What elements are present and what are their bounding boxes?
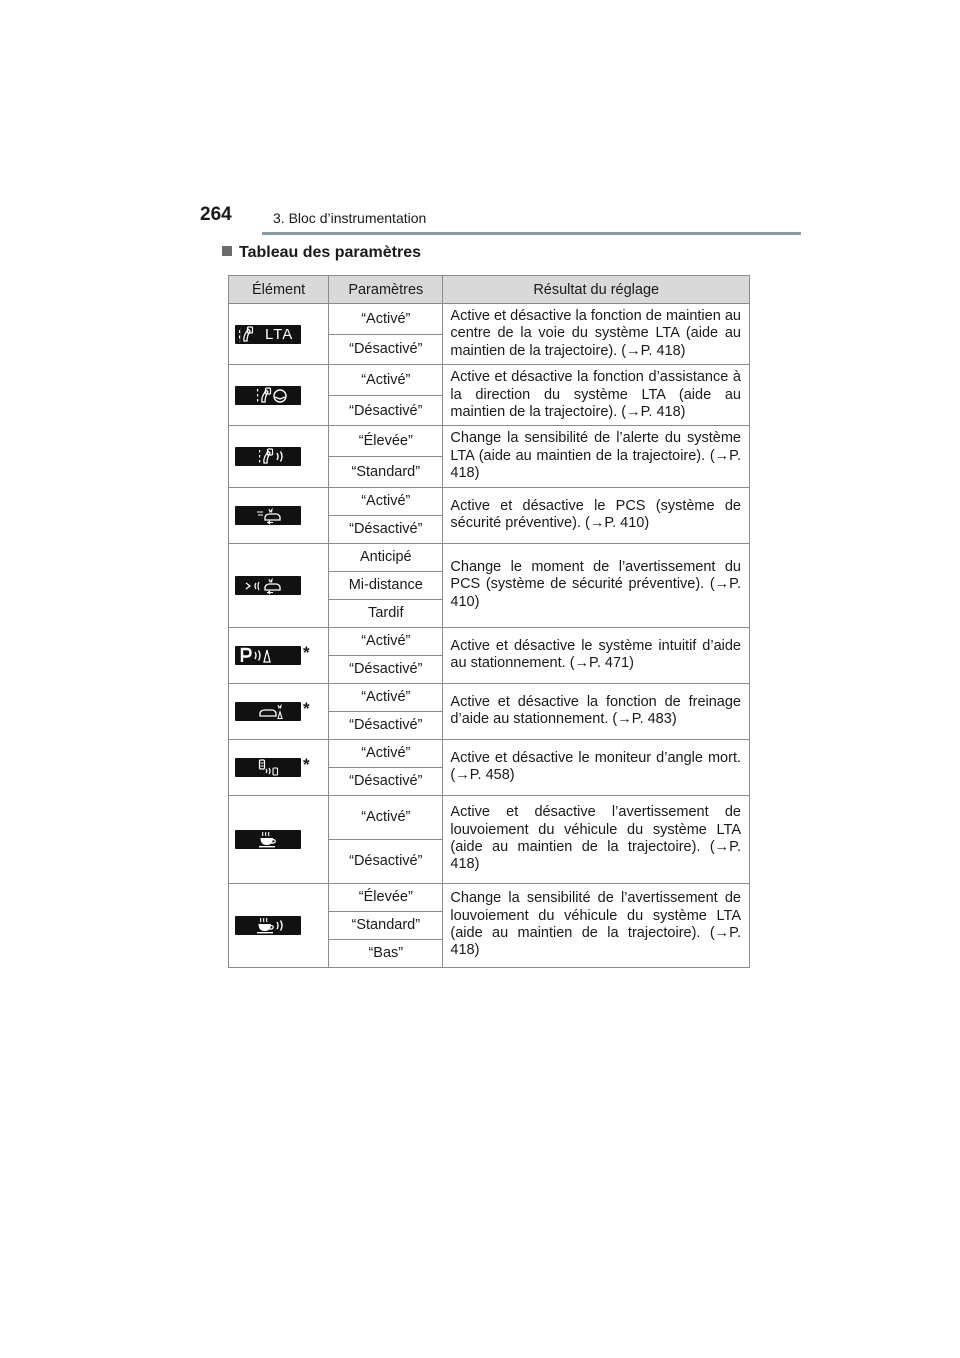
settings-table: [228, 275, 750, 968]
item-cell: [229, 883, 329, 967]
result-cell: Change la sensibilité de l’avertissement de louvoiement du véhicule du système LTA (aide au maintien de la trajectoire). (→P. 418): [443, 883, 750, 967]
section-title: Tableau des paramètres: [239, 244, 422, 261]
param-cell: “Activé”: [329, 795, 443, 839]
chapter-title: 3. Bloc d’instrumentation: [273, 210, 427, 226]
result-cell: Active et désactive la fonction d’assistance à la direction du système LTA (aide au maintien de la trajectoire). (→P. 418): [443, 365, 750, 426]
item-cell: [229, 739, 329, 795]
param-cell: “Désactivé”: [329, 711, 443, 739]
lta-steering-assist-icon: [235, 386, 301, 405]
result-cell: Active et désactive le PCS (système de sécurité préventive). (→P. 410): [443, 487, 750, 543]
param-cell: “Désactivé”: [329, 334, 443, 365]
table-row: [229, 627, 750, 655]
param-cell: “Bas”: [329, 939, 443, 967]
param-cell: “Élevée”: [329, 883, 443, 911]
param-cell: “Activé”: [329, 304, 443, 335]
param-cell: “Élevée”: [329, 426, 443, 457]
param-cell: “Désactivé”: [329, 515, 443, 543]
result-cell: Active et désactive la fonction de maintien au centre de la voie du système LTA (aide au maintien de la trajectoire). (→P. 418): [443, 304, 750, 365]
param-cell: “Activé”: [329, 683, 443, 711]
result-cell: Active et désactive le système intuitif d’aide au stationnement. (→P. 471): [443, 627, 750, 683]
pcs-warning-timing-icon: [235, 576, 301, 595]
item-cell: [229, 543, 329, 627]
param-cell: “Désactivé”: [329, 839, 443, 883]
result-cell: Active et désactive l’avertissement de louvoiement du véhicule du système LTA (aide au maintien de la trajectoire). (→P. 418): [443, 795, 750, 883]
item-cell: [229, 304, 329, 365]
parking-sensor-icon: [235, 646, 301, 665]
param-cell: “Standard”: [329, 911, 443, 939]
table-row: [229, 739, 750, 767]
table-header-row: [229, 276, 750, 304]
coffee-cup-sensitivity-icon: [235, 916, 301, 935]
item-cell: [229, 426, 329, 487]
param-cell: “Activé”: [329, 487, 443, 515]
square-bullet-icon: [222, 246, 232, 256]
table-row: [229, 304, 750, 335]
column-header-result: Résultat du réglage: [443, 276, 750, 304]
blind-spot-monitor-icon: [235, 758, 301, 777]
table-row: [229, 683, 750, 711]
param-cell: Anticipé: [329, 543, 443, 571]
table-row: [229, 795, 750, 839]
lta-icon: [235, 325, 301, 344]
table-row: [229, 487, 750, 515]
parking-brake-support-icon: [235, 702, 301, 721]
param-cell: “Activé”: [329, 739, 443, 767]
item-cell: [229, 487, 329, 543]
table-row: [229, 426, 750, 457]
param-cell: “Activé”: [329, 365, 443, 396]
result-cell: Change le moment de l’avertissement du PCS (système de sécurité préventive). (→P. 410): [443, 543, 750, 627]
table-row: [229, 543, 750, 571]
asterisk-marker: *: [303, 755, 310, 775]
item-cell: [229, 365, 329, 426]
coffee-cup-icon: [235, 830, 301, 849]
param-cell: “Désactivé”: [329, 767, 443, 795]
item-cell: [229, 795, 329, 883]
table-row: [229, 365, 750, 396]
param-cell: “Standard”: [329, 456, 443, 487]
header-divider: [262, 232, 801, 235]
column-header-settings: Paramètres: [329, 276, 443, 304]
table-row: [229, 883, 750, 911]
lta-alert-sensitivity-icon: [235, 447, 301, 466]
lta-icon-label: LTA: [265, 325, 294, 343]
section-heading: [222, 244, 421, 262]
result-cell: Active et désactive la fonction de freinage d’aide au stationnement. (→P. 483): [443, 683, 750, 739]
item-cell: [229, 627, 329, 683]
pcs-icon: [235, 506, 301, 525]
param-cell: Mi-distance: [329, 571, 443, 599]
param-cell: “Activé”: [329, 627, 443, 655]
param-cell: “Désactivé”: [329, 655, 443, 683]
asterisk-marker: *: [303, 699, 310, 719]
result-cell: Active et désactive le moniteur d’angle mort. (→P. 458): [443, 739, 750, 795]
page-number: 264: [200, 204, 232, 225]
result-cell: Change la sensibilité de l’alerte du système LTA (aide au maintien de la trajectoire). (→P. 418): [443, 426, 750, 487]
asterisk-marker: *: [303, 643, 310, 663]
param-cell: “Désactivé”: [329, 395, 443, 426]
column-header-item: Élément: [229, 276, 329, 304]
item-cell: [229, 683, 329, 739]
param-cell: Tardif: [329, 599, 443, 627]
